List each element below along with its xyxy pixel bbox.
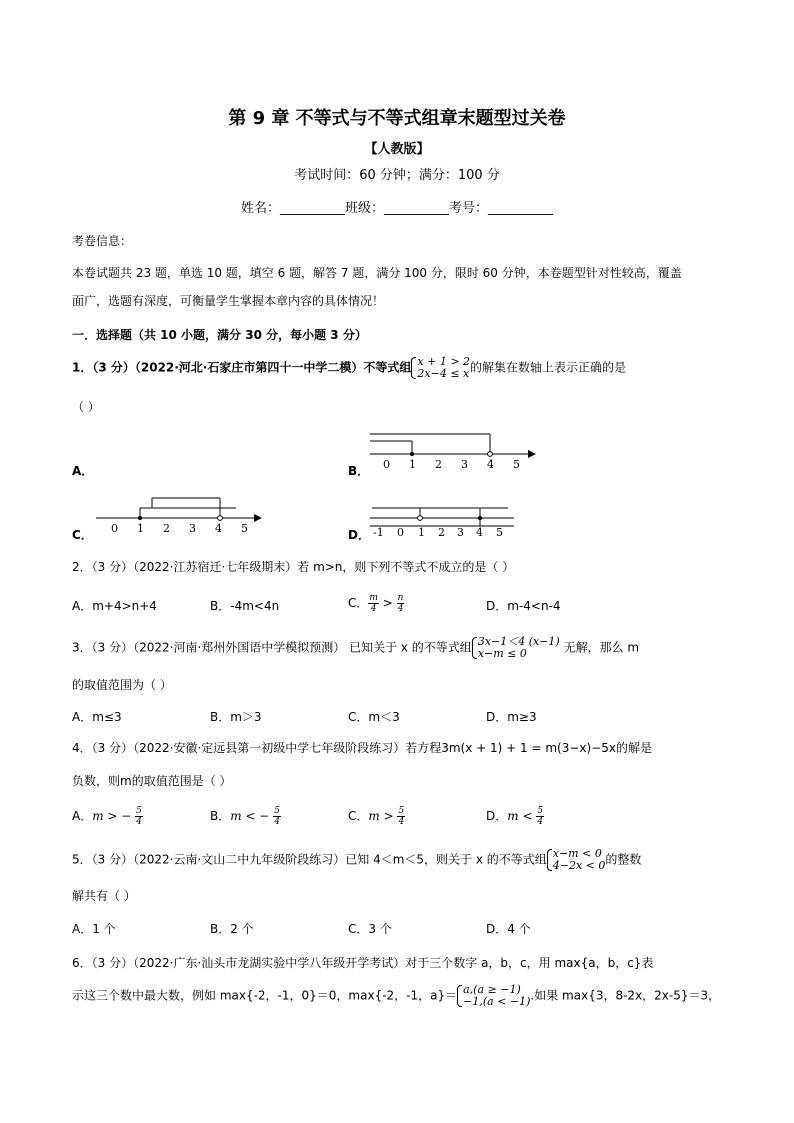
question-6-line-2-prefix: 示这三个数中最大数，例如 max{-2，-1，0}＝0，max{-2，-1，a}＝ [72, 988, 458, 1003]
question-5-line-2: 解共有（ ） [72, 889, 136, 903]
edition-label: 【人教版】 [364, 142, 430, 157]
question-6-piecewise-line-2: −1,(a < −1) [463, 995, 531, 1008]
question-3-line-2: 的取值范围为（ ） [72, 678, 172, 692]
fraction-5-over-4 [273, 806, 281, 827]
fraction-denominator: 4 [397, 604, 404, 614]
section-heading: 一．选择题（共 10 小题，满分 30 分，每小题 3 分） [72, 328, 367, 342]
question-3-system-line-2: x−m ≤ 0 [477, 647, 527, 660]
question-1-suffix: 的解集在数轴上表示正确的是 [470, 360, 627, 375]
q4-option-c [348, 806, 405, 827]
question-3-stem [72, 636, 639, 660]
fraction-denominator: 4 [398, 817, 405, 827]
q4-option-a [72, 806, 143, 827]
tick-label: 4 [215, 522, 222, 535]
q4-option-b [210, 806, 281, 827]
fraction-numerator: 5 [136, 806, 142, 816]
tick-label: -1 [373, 526, 384, 539]
question-6-piecewise-line-1: a,(a ≥ −1) [463, 983, 521, 996]
q5-option-b: B．2 个 [210, 922, 254, 936]
fraction-numerator: 5 [274, 806, 280, 816]
tick-labels-b [383, 458, 520, 471]
question-1-system [411, 356, 470, 380]
info-line-2: 面广，选题有深度，可衡量学生掌握本章内容的具体情况！ [72, 294, 385, 308]
question-5-system-line-1: x−m < 0 [552, 847, 602, 860]
q3-option-d: D．m≥3 [486, 710, 537, 724]
tick-label: 5 [513, 458, 520, 471]
q2-option-d: D．m-4<n-4 [486, 599, 561, 613]
q4-option-b-label: B． [210, 809, 231, 823]
fraction-m-over-4 [368, 593, 379, 614]
fraction-numerator: 5 [537, 806, 544, 816]
fraction-numerator: n [397, 593, 404, 603]
question-3-prefix: 3．（3 分）（2022·河南·郑州外国语中学模拟预测） 已知关于 x 的不等式组 [72, 640, 472, 655]
q2-option-a: A．m+4>n+4 [72, 599, 157, 613]
tick-label: 1 [418, 526, 425, 539]
question-5-suffix: 的整数 [605, 852, 642, 867]
question-5-system [547, 848, 606, 872]
q3-option-a: A．m≤3 [72, 710, 122, 724]
question-3-suffix: 无解，那么 m [563, 640, 640, 655]
tick-label: 0 [397, 526, 404, 539]
number-line-c [96, 494, 266, 538]
tick-label: 4 [476, 526, 483, 539]
tick-label: 2 [438, 526, 445, 539]
tick-label: 4 [487, 458, 494, 471]
info-line-1: 本卷试题共 23 题，单选 10 题，填空 6 题，解答 7 题，满分 100 分，限时 60 分钟，本卷题型针对性较高，覆盖 [72, 266, 682, 280]
q2-option-c-label: C． [348, 596, 369, 610]
fraction-n-over-4 [397, 593, 405, 614]
q3-option-c: C．m＜3 [348, 710, 400, 724]
q4-option-d-label: D． [486, 809, 508, 823]
option-d-label: D． [348, 528, 370, 542]
q4-option-d [486, 806, 544, 827]
q5-option-c: C．3 个 [348, 922, 392, 936]
question-4-line-1: 4．（3 分）（2022·安徽·定远县第一初级中学七年级阶段练习）若方程3m(x + 1) + 1 = m(3−x)−5x的解是 [72, 741, 652, 755]
number-line-d [368, 500, 536, 544]
q4-option-d-expr: m < [507, 809, 533, 823]
q4-option-c-label: C． [348, 809, 369, 823]
fraction-denominator: 4 [136, 817, 142, 827]
option-a-label: A． [72, 464, 94, 478]
fraction-denominator: 4 [537, 817, 544, 827]
question-5-system-line-2: 4−2x < 0 [552, 859, 606, 872]
fraction-numerator: 5 [398, 806, 405, 816]
tick-label: 1 [409, 458, 416, 471]
option-c-label: C． [72, 528, 93, 542]
question-1-system-line-1: x + 1 > 2 [417, 355, 471, 368]
question-6-piecewise [457, 984, 530, 1008]
name-class-number-row: 姓名：__________班级：__________考号：__________ [240, 201, 553, 216]
question-5-stem [72, 848, 641, 872]
page-title: 第 9 章 不等式与不等式组章末题型过关卷 [228, 108, 566, 129]
question-6-line-2 [72, 984, 720, 1008]
tick-labels-c [111, 522, 248, 535]
q5-option-d: D．4 个 [486, 922, 531, 936]
question-1-system-line-2: 2x−4 ≤ x [417, 367, 470, 380]
question-4-line-2: 负数，则m的取值范围是（ ） [72, 774, 232, 788]
q4-option-a-expr: m > − [92, 809, 132, 823]
q2-option-c [348, 593, 404, 614]
fraction-numerator: m [369, 593, 378, 603]
tick-label: 1 [137, 522, 144, 535]
question-2-stem: 2．（3 分）（2022·江苏宿迁·七年级期末）若 m>n，则下列不等式不成立的是（ ） [72, 560, 515, 574]
fraction-5-over-4 [135, 806, 143, 827]
question-1-prefix: 1．（3 分）（2022·河北·石家庄市第四十一中学二模）不等式组 [72, 360, 412, 375]
q4-option-c-expr: m > [368, 809, 394, 823]
option-b-label: B． [348, 464, 370, 478]
number-line-b [366, 430, 536, 474]
question-5-prefix: 5．（3 分）（2022·云南·文山二中九年级阶段练习）已知 4＜m＜5，则关于 x 的不等式组 [72, 852, 547, 867]
info-label: 考卷信息： [72, 234, 133, 248]
q5-option-a: A．1 个 [72, 922, 116, 936]
tick-label: 0 [383, 458, 390, 471]
fraction-5-over-4 [397, 806, 405, 827]
q4-option-b-expr: m < − [230, 809, 270, 823]
question-3-system-line-1: 3x−1＜4 (x−1) [477, 635, 560, 648]
q3-option-b: B．m＞3 [210, 710, 262, 724]
question-1-stem [72, 356, 626, 380]
q4-option-a-label: A． [72, 809, 93, 823]
q2-option-b: B．-4m<4n [210, 599, 280, 613]
comparison-operator: > [382, 596, 393, 610]
tick-label: 0 [111, 522, 118, 535]
question-6-line-2-suffix: .如果 max{3，8-2x，2x-5}＝3， [530, 988, 721, 1003]
exam-time: 考试时间：60 分钟；满分：100 分 [294, 168, 500, 183]
tick-label: 2 [163, 522, 170, 535]
tick-label: 3 [461, 458, 468, 471]
question-1-blank: （ ） [72, 400, 100, 414]
tick-labels-d [373, 526, 503, 539]
fraction-denominator: 4 [274, 817, 280, 827]
fraction-5-over-4 [536, 806, 544, 827]
question-6-line-1: 6．（3 分）（2022·广东·汕头市龙湖实验中学八年级开学考试）对于三个数字 a，b，c，用 max{a，b，c}表 [72, 956, 654, 970]
question-3-system [472, 636, 560, 660]
tick-label: 5 [496, 526, 503, 539]
tick-label: 3 [457, 526, 464, 539]
tick-label: 2 [435, 458, 442, 471]
fraction-denominator: 4 [370, 604, 377, 614]
tick-label: 5 [241, 522, 248, 535]
tick-label: 3 [189, 522, 196, 535]
